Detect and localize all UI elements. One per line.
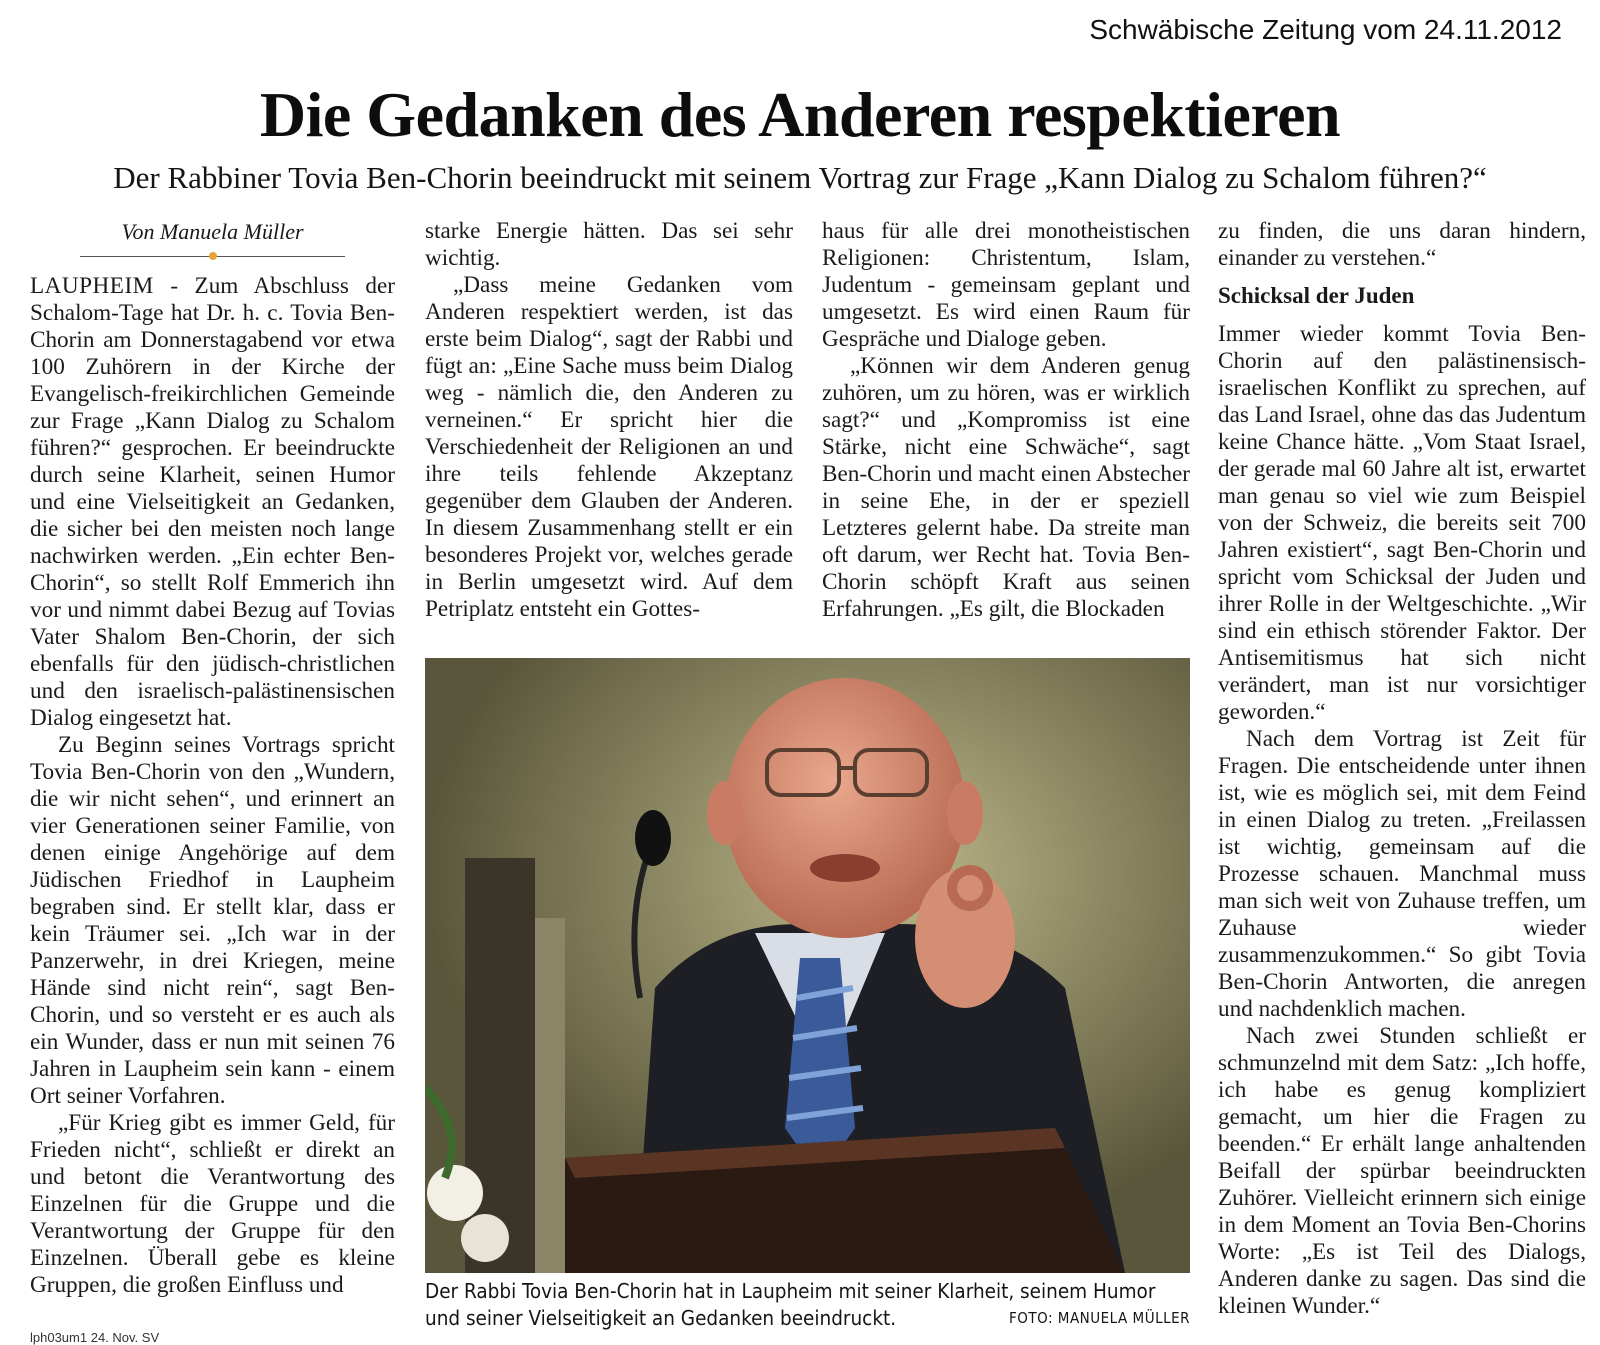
paragraph: Nach dem Vortrag ist Zeit für Fragen. Die entscheidende unter ihnen ist, wie es möglich sei, mit dem Feind in einen Dialog zu treten. „Freilassen ist wichtig, gemeinsam auf die Prozesse schauen. Manchmal muss man sich weit von Zuhause treffen, um Zuhause wieder zusammenzukommen.“ So gibt Tovia Ben-Chorin Antworten, die anregen und nachdenklich machen. (1218, 726, 1586, 1022)
paragraph: Nach zwei Stunden schließt er schmunzelnd mit dem Satz: „Ich hoffe, ich habe es genug kompliziert gemacht, um hier die Fragen zu beenden.“ Er erhält lange anhaltenden Beifall der spürbar beeindruckten Zuhörer. Vielleicht erinnern sich einige in dem Moment an Tovia Ben-Chorins Worte: „Es ist Teil des Dialogs, Anderen danke zu sagen. Das sind die kleinen Wunder.“ (1218, 1023, 1586, 1319)
paragraph: „Dass meine Gedanken vom Anderen respektiert werden, ist das erste beim Dialog“, sagt der Rabbi und fügt an: „Eine Sache muss beim Dialog weg - nämlich die, den Anderen zu verneinen.“ Er spricht hier die Verschiedenheit der Religionen an und ihre teils fehlende Akzeptanz gegenüber dem Glauben der Anderen. In diesem Zusammenhang stellt er ein besonderes Projekt vor, welches gerade in Berlin umgesetzt wird. Auf dem Petriplatz entsteht ein Gottes- (425, 272, 793, 622)
paragraph: Immer wieder kommt Tovia Ben-Chorin auf den palästinensisch-israelischen Konflikt zu sprechen, auf das Land Israel, ohne das das Judentum keine Chance hätte. „Vom Staat Israel, der gerade mal 60 Jahre alt ist, erwartet man genau so viel wie zum Beispiel von der Schweiz, die bereits seit 700 Jahren existiert“, sagt Ben-Chorin und spricht vom Schicksal der Juden und ihrer Rolle in der Weltgeschichte. „Wir sind ein ethisch störender Faktor. Der Antisemitismus hat sich nicht verändert, man ist nur vorsichtiger geworden.“ (1218, 321, 1586, 725)
photo-caption: Der Rabbi Tovia Ben-Chorin hat in Laupheim mit seiner Klarheit, seinem Humor und seiner Vielseitigkeit an Gedanken beeindruckt. FOTO: MANUELA MÜLLER (425, 1279, 1190, 1330)
newspaper-source-date: Schwäbische Zeitung vom 24.11.2012 (1089, 14, 1562, 45)
section-subtitle: Schicksal der Juden (1218, 283, 1415, 308)
article-photo (425, 658, 1190, 1273)
paragraph: „Für Krieg gibt es immer Geld, für Frieden nicht“, schließt er direkt an und betont die Verantwortung des Einzelnen für die Gruppe und die Verantwortung der Gruppe für den Einzelnen. Überall gebe es kleine Gruppen, die großen Einfluss und (30, 1110, 395, 1298)
byline-dot-icon (209, 252, 217, 260)
byline: Von Manuela Müller (121, 219, 304, 244)
paragraph: „Können wir dem Anderen genug zuhören, um zu hören, was er wirklich sagt?“ und „Kompromiss ist eine Stärke, nicht eine Schwäche“, sagt Ben-Chorin und macht einen Abstecher in seine Ehe, in der er speziell Letzteres gelernt habe. Da streite man oft darum, wer Recht hat. Tovia Ben-Chorin schöpft Kraft aus seinen Erfahrungen. „Es gilt, die Blockaden (822, 353, 1190, 622)
article-column-1 (30, 218, 395, 1299)
article-headline: Die Gedanken des Anderen respektieren (259, 79, 1341, 150)
paragraph: zu finden, die uns daran hindern, einander zu verstehen.“ (1218, 218, 1586, 271)
dateline: LAUPHEIM (30, 273, 154, 299)
paragraph: Zu Beginn seines Vortrags spricht Tovia Ben-Chorin von den „Wundern, die wir nicht sehen“, und erinnert an vier Generationen seiner Familie, von denen einige Angehörige auf dem Jüdischen Friedhof in Laupheim begraben sind. Er stellt klar, dass er kein Träumer sei. „Ich war in der Panzerwehr, in drei Kriegen, meine Hände sind nicht rein“, sagt Ben-Chorin, und so versteht er es auch als ein Wunder, dass er nun mit seinen 76 Jahren in Laupheim sein kann - einem Ort seiner Vorfahren. (30, 732, 395, 1109)
photo-credit: FOTO: MANUELA MÜLLER (1008, 1309, 1190, 1327)
article-subheadline: Der Rabbiner Tovia Ben-Chorin beeindruckt mit seinem Vortrag zur Frage „Kann Dialog zu Schalom führen?“ (113, 160, 1487, 195)
article-column-4 (1218, 218, 1586, 1320)
page-code: lph03um1 24. Nov. SV (30, 1330, 160, 1345)
paragraph: haus für alle drei monotheistischen Religionen: Christentum, Islam, Judentum - gemeinsam geplant und umgesetzt. Es wird einen Raum für Gespräche und Dialoge geben. (822, 218, 1190, 352)
paragraph: starke Energie hätten. Das sei sehr wichtig. (425, 218, 793, 271)
byline-divider (80, 249, 345, 263)
article-column-2 (425, 218, 793, 623)
speaker-at-lectern-illustration (425, 658, 1190, 1273)
article-column-3 (822, 218, 1190, 623)
paragraph: LAUPHEIM - Zum Abschluss der Schalom-Tage hat Dr. h. c. Tovia Ben-Chorin am Donnerstagabend vor etwa 100 Zuhörern in der Kirche der Evangelisch-freikirchlichen Gemeinde zur Frage „Kann Dialog zu Schalom führen?“ gesprochen. Er beeindruckte durch seine Klarheit, seinen Humor und eine Vielseitigkeit an Gedanken, die sicher bei den meisten noch lange nachwirken werden. „Ein echter Ben-Chorin“, so stellt Rolf Emmerich ihn vor und nimmt dabei Bezug auf Tovias Vater Shalom Ben-Chorin, der sich ebenfalls für den jüdisch-christlichen und den israelisch-palästinensischen Dialog eingesetzt hat. (30, 273, 395, 731)
